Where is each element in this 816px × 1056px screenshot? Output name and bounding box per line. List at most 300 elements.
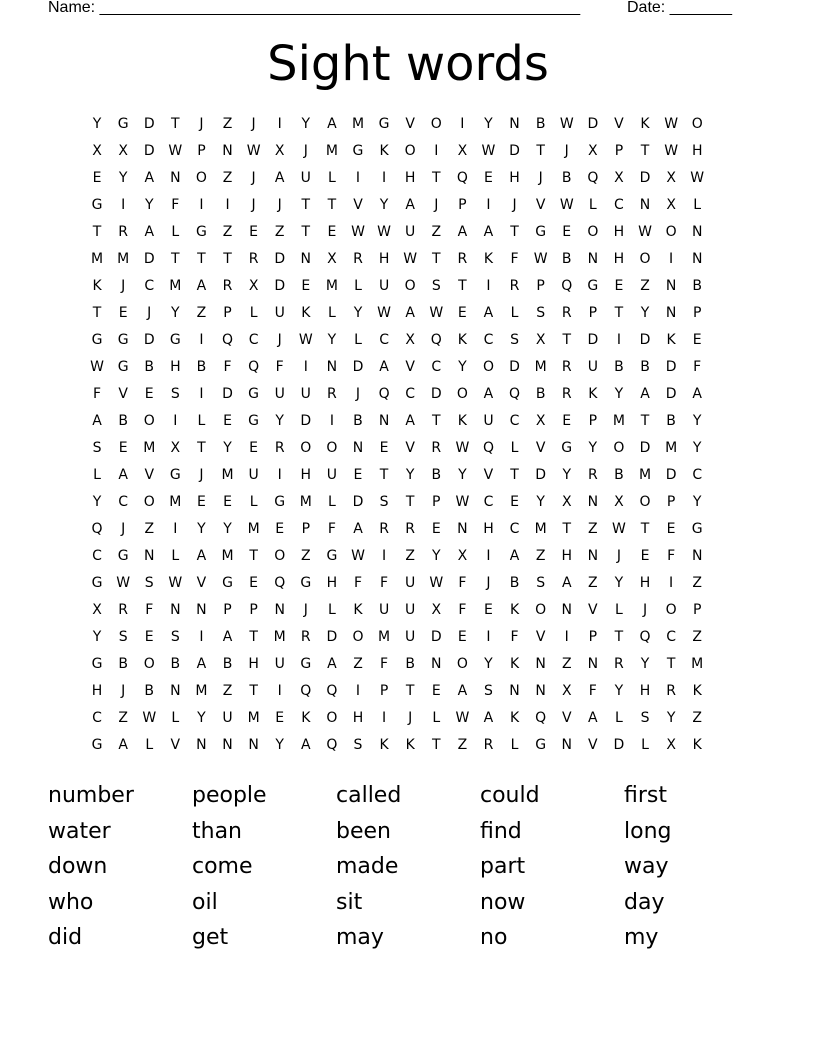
grid-letter: J [121,278,126,294]
grid-letter: Q [378,386,390,402]
grid-letter: J [121,683,126,699]
grid-letter: W [351,548,365,564]
grid-letter: M [221,467,234,483]
grid-letter: Y [327,332,337,348]
grid-letter: N [300,251,312,267]
grid-letter: N [170,602,181,618]
grid-letter: Y [275,737,284,753]
grid-letter: Z [353,656,363,672]
grid-letter: E [144,386,154,402]
grid-letter: D [300,413,312,429]
grid-letter: D [665,386,677,402]
grid-letter: G [248,386,260,402]
grid-letter: Y [692,494,702,510]
word-list-item: long [624,818,672,844]
grid-letter: Y [144,197,154,213]
grid-letter: V [144,467,155,483]
grid-letter: D [665,467,677,483]
grid-letter: B [144,683,155,699]
grid-row [84,381,710,408]
grid-letter: K [92,278,102,294]
grid-letter: M [91,251,104,267]
grid-letter: Y [353,305,363,321]
word-list-item: find [480,818,522,844]
grid-letter: X [561,494,572,510]
grid-letter: J [538,170,543,186]
grid-letter: P [692,305,702,321]
grid-letter: K [405,737,415,753]
grid-letter: F [171,197,180,213]
grid-letter: H [561,548,572,564]
grid-letter: G [352,143,364,159]
grid-letter: C [692,467,703,483]
grid-letter: Y [118,170,128,186]
grid-letter: D [639,170,651,186]
grid-letter: P [692,602,702,618]
grid-letter: A [457,683,468,699]
grid-letter: D [274,278,286,294]
grid-letter: R [561,386,572,402]
grid-letter: T [431,251,441,267]
grid-letter: N [431,656,442,672]
grid-letter: J [147,305,152,321]
grid-letter: W [168,575,183,591]
grid-letter: Y [536,494,545,510]
word-list-item: did [48,925,83,950]
grid-letter: S [379,494,389,510]
grid-letter: U [300,170,311,186]
grid-letter: I [199,332,204,348]
grid-letter: T [405,494,415,510]
grid-letter: N [665,278,677,294]
grid-letter: W [90,359,104,375]
grid-row [84,246,710,273]
grid-letter: P [458,197,467,213]
grid-letter: G [691,521,703,537]
grid-letter: X [92,602,102,618]
grid-letter: R [248,251,259,267]
grid-letter: N [196,737,207,753]
grid-letter: Z [222,116,233,132]
grid-letter: R [561,305,572,321]
grid-letter: W [455,440,470,456]
grid-row [84,705,710,732]
grid-letter: E [666,521,676,537]
grid-letter: W [559,116,574,132]
grid-letter: U [222,710,233,726]
grid-letter: T [249,683,258,699]
grid-letter: S [118,629,128,645]
grid-letter: G [535,737,547,753]
grid-row [84,489,710,516]
grid-letter: Q [430,332,442,348]
grid-letter: B [614,467,624,483]
grid-letter: T [171,251,180,267]
grid-letter: R [431,440,442,456]
grid-letter: V [535,629,546,645]
grid-letter: W [559,197,574,213]
grid-letter: E [144,629,154,645]
grid-letter: D [143,143,155,159]
grid-letter: P [379,683,389,699]
grid-letter: X [457,143,468,159]
grid-letter: F [458,602,467,618]
grid-letter: D [535,467,547,483]
grid-letter: G [169,332,181,348]
grid-letter: A [222,629,233,645]
grid-letter: C [614,197,624,213]
grid-letter: L [693,197,702,213]
grid-letter: A [509,548,520,564]
grid-letter: O [587,224,599,240]
grid-letter: X [666,737,676,753]
grid-letter: P [223,305,232,321]
word-list-item: first [624,783,667,808]
grid-letter: M [221,548,234,564]
grid-letter: S [640,710,650,726]
grid-letter: N [143,548,155,564]
grid-letter: D [613,737,625,753]
grid-letter: R [614,656,624,672]
grid-letter: Q [456,170,468,186]
grid-letter: B [118,413,128,429]
grid-letter: I [382,710,387,726]
grid-letter: A [118,737,128,753]
grid-letter: B [431,467,442,483]
grid-letter: L [249,494,258,510]
grid-letter: B [222,656,233,672]
grid-letter: Y [223,440,232,456]
word-list-item: come [192,854,253,879]
grid-letter: I [669,251,674,267]
grid-letter: X [614,494,624,510]
grid-letter: R [327,386,337,402]
grid-letter: H [404,170,416,186]
grid-letter: K [588,386,598,402]
grid-letter: B [509,575,520,591]
grid-letter: I [434,143,439,159]
grid-letter: L [432,710,441,726]
grid-letter: A [92,413,102,429]
grid-letter: O [613,440,625,456]
grid-letter: B [535,116,546,132]
grid-letter: A [640,386,650,402]
grid-letter: W [142,710,157,726]
grid-letter: M [299,494,312,510]
grid-letter: R [222,278,233,294]
grid-letter: X [274,143,285,159]
grid-letter: R [118,224,128,240]
grid-letter: T [666,656,676,672]
grid-letter: L [327,602,336,618]
grid-letter: F [223,359,232,375]
grid-letter: Q [509,386,521,402]
grid-row [84,219,710,246]
grid-letter: E [275,521,285,537]
grid-letter: W [403,251,418,267]
grid-letter: R [457,251,468,267]
grid-letter: V [196,575,207,591]
grid-letter: M [195,683,208,699]
grid-letter: Q [587,170,599,186]
grid-letter: I [486,548,491,564]
grid-letter: W [481,143,496,159]
grid-letter: N [665,305,677,321]
grid-letter: A [118,467,128,483]
grid-letter: J [251,170,256,186]
grid-letter: G [91,575,103,591]
grid-letter: M [534,521,547,537]
grid-row [84,435,710,462]
grid-letter: T [379,467,389,483]
grid-letter: Z [535,548,546,564]
grid-letter: N [587,656,599,672]
grid-letter: O [456,386,468,402]
grid-letter: R [509,278,520,294]
grid-letter: H [639,683,651,699]
grid-letter: P [588,413,598,429]
grid-letter: D [143,332,155,348]
grid-letter: X [170,440,181,456]
grid-letter: G [91,737,103,753]
grid-letter: X [588,143,598,159]
grid-letter: S [510,332,519,348]
grid-letter: N [248,737,259,753]
grid-letter: I [173,521,178,537]
grid-letter: I [460,116,465,132]
grid-letter: R [300,629,311,645]
grid-letter: M [169,278,182,294]
grid-row [84,651,710,678]
grid-letter: P [666,494,676,510]
grid-row [84,570,710,597]
grid-letter: A [196,548,207,564]
word-list-row [48,779,768,815]
word-list-item: could [480,783,540,808]
grid-letter: E [301,278,311,294]
grid-letter: E [431,521,441,537]
grid-letter: V [353,197,363,213]
grid-letter: Q [274,575,286,591]
grid-letter: Y [614,386,624,402]
grid-letter: U [378,278,390,294]
grid-letter: L [197,413,206,429]
grid-letter: I [303,359,308,375]
grid-letter: O [639,494,651,510]
grid-letter: H [691,143,703,159]
grid-letter: I [173,413,178,429]
grid-letter: K [353,602,363,618]
grid-letter: B [561,251,572,267]
grid-letter: W [664,116,679,132]
grid-letter: J [642,602,648,618]
grid-letter: O [665,602,677,618]
grid-letter: W [377,305,391,321]
grid-letter: M [351,116,365,132]
grid-letter: B [561,170,572,186]
grid-letter: Y [458,467,467,483]
grid-letter: A [483,305,494,321]
date-field-label[interactable]: Date: _______ [627,0,732,16]
grid-letter: V [118,386,128,402]
grid-letter: T [301,224,311,240]
grid-letter: E [249,224,259,240]
grid-letter: Y [275,413,284,429]
grid-letter: M [169,494,182,510]
grid-letter: O [456,656,468,672]
grid-letter: L [510,737,519,753]
grid-letter: G [91,656,103,672]
grid-letter: T [197,440,206,456]
grid-letter: O [482,359,494,375]
grid-letter: P [432,494,441,510]
grid-letter: W [664,143,679,159]
grid-letter: B [405,656,415,672]
grid-letter: P [588,305,598,321]
grid-letter: N [587,251,599,267]
grid-letter: P [614,143,624,159]
grid-letter: X [614,170,624,186]
word-list-item: part [480,854,526,879]
grid-letter: F [380,656,389,672]
grid-letter: V [614,116,624,132]
header [48,0,748,20]
grid-letter: H [613,224,625,240]
grid-letter: N [170,170,181,186]
word-list-item: get [192,925,229,950]
grid-letter: N [378,413,390,429]
grid-letter: T [536,143,545,159]
grid-letter: K [692,683,702,699]
grid-letter: O [143,656,155,672]
grid-letter: X [405,332,415,348]
grid-letter: L [171,224,180,240]
grid-letter: D [430,629,442,645]
grid-letter: S [353,737,363,753]
grid-letter: T [405,683,415,699]
grid-letter: R [274,440,285,456]
grid-letter: N [170,683,181,699]
grid-letter: G [561,440,573,456]
grid-letter: G [274,494,286,510]
grid-letter: C [248,332,259,348]
word-list-item: my [624,925,659,950]
grid-letter: H [378,251,390,267]
grid-letter: Q [482,440,494,456]
grid-letter: O [404,143,416,159]
grid-letter: M [638,467,652,483]
grid-letter: P [588,629,598,645]
grid-letter: L [510,305,519,321]
grid-row [84,192,710,219]
grid-letter: D [509,143,520,159]
grid-letter: B [118,656,128,672]
grid-letter: T [431,413,441,429]
grid-letter: E [431,683,441,699]
grid-letter: I [277,467,282,483]
grid-letter: K [301,305,311,321]
grid-letter: Y [379,197,389,213]
grid-letter: L [327,494,336,510]
grid-letter: K [379,737,389,753]
word-list-item: no [480,925,508,950]
name-field-label[interactable]: Name: ______________________________________________________ [48,0,581,16]
grid-letter: M [612,413,625,429]
grid-letter: G [300,656,312,672]
grid-letter: C [666,629,676,645]
grid-row [84,408,710,435]
grid-letter: N [561,602,572,618]
grid-letter: E [692,332,702,348]
grid-letter: U [248,467,259,483]
grid-letter: M [378,629,391,645]
grid-letter: V [170,737,181,753]
grid-letter: C [92,548,102,564]
grid-letter: R [353,251,363,267]
grid-letter: D [587,332,599,348]
word-list-item: way [624,854,669,879]
grid-letter: I [564,629,569,645]
grid-letter: X [431,602,442,618]
grid-letter: P [223,602,232,618]
grid-letter: F [353,575,363,591]
grid-letter: U [274,386,285,402]
grid-letter: L [354,332,362,348]
grid-letter: I [382,170,387,186]
grid-letter: Z [301,548,311,564]
grid-letter: T [92,305,102,321]
grid-letter: G [326,548,338,564]
grid-letter: O [195,170,207,186]
grid-letter: H [613,251,625,267]
grid-letter: R [483,737,494,753]
grid-letter: I [486,278,491,294]
grid-letter: Y [640,305,650,321]
grid-letter: C [379,332,389,348]
grid-letter: Y [614,575,624,591]
grid-letter: T [327,197,337,213]
word-list-item: made [336,854,399,879]
grid-letter: V [483,467,494,483]
grid-letter: F [510,251,519,267]
grid-letter: L [354,278,362,294]
grid-letter: L [641,737,649,753]
grid-letter: N [196,602,207,618]
grid-letter: K [666,332,676,348]
grid-letter: G [117,359,129,375]
grid-letter: I [616,332,621,348]
grid-letter: W [351,224,365,240]
grid-letter: W [116,575,131,591]
grid-letter: A [301,737,311,753]
grid-letter: J [564,143,569,159]
grid-letter: E [118,440,128,456]
grid-letter: L [327,305,336,321]
grid-letter: C [509,521,520,537]
grid-letter: L [249,305,258,321]
grid-letter: L [145,737,154,753]
word-list-item: water [48,818,111,844]
grid-letter: N [587,548,599,564]
grid-letter: W [168,143,183,159]
grid-letter: Z [274,224,285,240]
grid-letter: K [301,710,311,726]
word-list-row [48,815,768,851]
grid-letter: Y [640,656,650,672]
grid-letter: F [588,683,597,699]
grid-letter: W [298,332,313,348]
grid-letter: K [457,413,467,429]
